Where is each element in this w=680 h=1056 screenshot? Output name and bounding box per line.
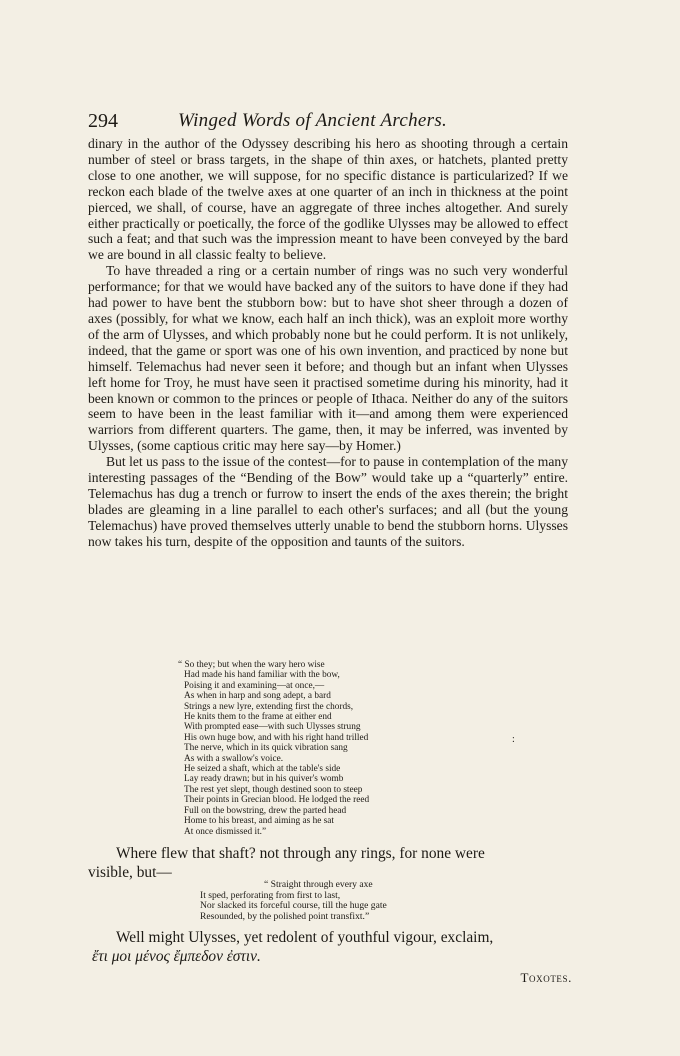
running-title: Winged Words of Ancient Archers. bbox=[178, 110, 448, 131]
verse-line: At once dismissed it.” bbox=[184, 826, 267, 837]
closing-paragraph bbox=[92, 928, 572, 966]
verse-line: As with a swallow's voice. bbox=[184, 753, 284, 764]
verse-line: Their points in Grecian blood. He lodged the reed bbox=[184, 795, 370, 806]
verse-line: Resounded, by the polished point transfixt.” bbox=[200, 910, 370, 922]
verse-line: He knits them to the frame at either end bbox=[184, 712, 332, 723]
verse-line: “ Straight through every axe bbox=[264, 879, 373, 890]
verse-line: Poising it and examining—at once,— bbox=[184, 680, 325, 691]
verse-line: Nor slacked its forceful course, till the huge gate bbox=[200, 900, 387, 912]
verse-line: Home to his breast, and aiming as he sat bbox=[184, 816, 335, 827]
verse-quotation-1 bbox=[178, 660, 538, 837]
verse-line: It sped, perforating from first to last, bbox=[200, 889, 341, 901]
greek-quotation: ἔτι μοι μένος ἔμπεδον ἐστιν. bbox=[92, 948, 261, 965]
author-signature: Toxotes. bbox=[520, 970, 572, 985]
closing-greek-line bbox=[92, 947, 572, 966]
verse-line: The nerve, which in its quick vibration sang bbox=[184, 743, 348, 754]
verse-line: Full on the bowstring, drew the parted head bbox=[184, 805, 347, 816]
verse-line: With prompted ease—with such Ulysses strung bbox=[184, 722, 361, 733]
page-header bbox=[88, 110, 588, 134]
verse-line: Strings a new lyre, extending first the chords, bbox=[184, 701, 354, 712]
main-text bbox=[88, 136, 568, 550]
margin-mark: : bbox=[512, 734, 515, 745]
paragraph-4-line-1: Where flew that shaft? not through any rings, for none were bbox=[116, 845, 485, 862]
verse-line: His own huge bow, and with his right hand trilled bbox=[184, 732, 369, 743]
closing-line bbox=[92, 928, 572, 947]
verse-line: The rest yet slept, though destined soon to steep bbox=[184, 784, 363, 795]
paragraph-3: But let us pass to the issue of the contest—for to pause in contemplation of the many interesting passages of the “Bending of the Bow” would take up a “quarterly” entire. Telemachus has dug a trench or furrow to insert the ends of the axes therein; the bright blades are gleaming in a line parallel to each other's surfaces; and all (but the young Telemachus) have proved themselves utterly unable to bend the stubborn horns. Ulysses now takes his turn, despite of the opposition and taunts of the suitors. bbox=[88, 454, 568, 549]
paragraph-4 bbox=[88, 844, 584, 882]
paragraph-2: To have threaded a ring or a certain number of rings was no such very wonderful performance; for that we would have backed any of the suitors to have done if they had had power to have bent the stubborn bow: but to have shot sheer through a dozen of axes (possibly, for what we know, each half an inch thick), was an exploit more worthy of the arm of Ulysses, and which probably none but he could perform. It is not unlikely, indeed, that the game or sport was one of his own invention, and practiced by none but himself. Telemachus had never seen it before; and though but an infant when Ulysses left home for Troy, he must have seen it practised sometime during his minority, had it been known or common to the princes or people of Ithaca. Neither do any of the suitors seem to have been in the least familiar with it—and among them were experienced warriors from different quarters. The game, then, it may be inferred, was invented by Ulysses, (some captious critic may here say—by Homer.) bbox=[88, 263, 568, 454]
page-number: 294 bbox=[88, 110, 118, 132]
verse-line: He seized a shaft, which at the table's side bbox=[184, 764, 341, 775]
verse-line: As when in harp and song adept, a bard bbox=[184, 691, 331, 702]
paragraph-1: dinary in the author of the Odyssey describing his hero as shooting through a certain number of steel or brass targets, in the shape of thin axes, or hatchets, planted pretty close to one another, we will suppose, for no specific distance is particularized? If we reckon each blade of the twelve axes at one quarter of an inch in thickness at the point pierced, we shall, of course, have an aggregate of three inches altogether. And surely either practically or poetically, the force of the godlike Ulysses may be allowed to effect such a feat; and that such was the impression meant to have been conveyed by the bard we are bound in all classic fealty to believe. bbox=[88, 136, 568, 263]
verse-quotation-2 bbox=[200, 880, 520, 922]
verse-line: Had made his hand familiar with the bow, bbox=[184, 670, 340, 681]
closing-text: Well might Ulysses, yet redolent of youthful vigour, exclaim, bbox=[116, 929, 494, 946]
paragraph-4-line-2: visible, but— bbox=[88, 864, 172, 881]
verse-line: “ So they; but when the wary hero wise bbox=[178, 660, 325, 670]
verse-line: Lay ready drawn; but in his quiver's womb bbox=[184, 774, 344, 785]
